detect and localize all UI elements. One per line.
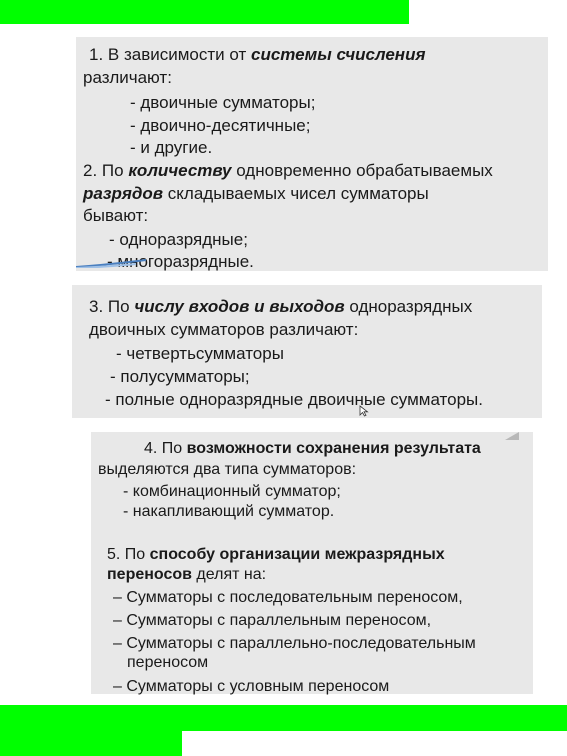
- bottom-green-bar: [0, 705, 567, 731]
- item-1-emphasis: системы счисления: [250, 45, 426, 64]
- bullet-full-adder: - полные одноразрядные двоичные сумматоры.: [105, 390, 483, 409]
- bullet-parallel-sequential-carry-cont: переносом: [127, 654, 209, 671]
- bottom-green-bar-small: [0, 731, 182, 756]
- item-5-line-1: [107, 545, 445, 564]
- item-4-emphasis: возможности сохранения результата: [186, 440, 481, 457]
- item-4-prefix: 4. По: [144, 440, 187, 457]
- item-3-line-2: двоичных сумматоров различают:: [89, 320, 359, 339]
- item-3-line-1: [89, 297, 472, 317]
- bullet-quarter-adder: - четвертьсумматоры: [116, 344, 284, 363]
- bullet-multi-bit: - многоразрядные.: [107, 252, 254, 271]
- item-5-rest: делят на:: [191, 566, 267, 583]
- item-2-line-1: [83, 161, 493, 181]
- item-2-line-3: бывают:: [83, 206, 149, 225]
- item-1-heading: [89, 45, 425, 65]
- bullet-accumulating: - накапливающий сумматор.: [123, 503, 335, 520]
- top-green-bar: [0, 0, 409, 24]
- bullet-parallel-sequential-carry: – Сумматоры с параллельно-последовательным: [113, 635, 476, 652]
- item-2-rest-2: складываемых чисел сумматоры: [163, 184, 429, 203]
- bullet-single-bit: - одноразрядные;: [109, 230, 248, 249]
- slide-panel-3: [91, 432, 533, 694]
- item-3-rest-1: одноразрядных: [344, 297, 473, 316]
- item-1-prefix: 1. В зависимости от: [89, 45, 251, 64]
- bullet-other: - и другие.: [130, 138, 213, 157]
- decorative-swoosh-icon: [76, 258, 146, 268]
- item-3-emphasis: числу входов и выходов: [134, 297, 345, 316]
- item-5-prefix: 5. По: [107, 546, 150, 563]
- item-5-emphasis-1: способу организации межразрядных: [149, 546, 445, 563]
- item-4-rest: выделяются два типа сумматоров:: [98, 461, 357, 478]
- bullet-combinational: - комбинационный сумматор;: [123, 483, 341, 500]
- slide-panel-1: [76, 37, 548, 271]
- bullet-conditional-carry: – Сумматоры с условным переносом: [113, 678, 390, 695]
- item-4-heading: [144, 439, 481, 458]
- decorative-corner-icon: [505, 432, 519, 440]
- bullet-bcd: - двоично-десятичные;: [130, 116, 311, 135]
- item-2-rest-1: одновременно обрабатываемых: [231, 161, 493, 180]
- bullet-parallel-carry: – Сумматоры с параллельным переносом,: [113, 612, 432, 629]
- mouse-cursor-icon: [359, 405, 369, 417]
- item-5-emphasis-2: переносов: [107, 566, 192, 583]
- bullet-sequential-carry: – Сумматоры с последовательным переносом,: [113, 589, 463, 606]
- bullet-half-adder: - полусумматоры;: [110, 367, 250, 386]
- item-2-prefix: 2. По: [83, 161, 129, 180]
- item-2-emphasis-2: разрядов: [83, 184, 164, 203]
- item-1-rest: различают:: [83, 68, 172, 87]
- item-2-line-2: [83, 184, 429, 204]
- item-2-emphasis: количеству: [128, 161, 232, 180]
- slide-panel-2: [72, 285, 542, 418]
- item-3-prefix: 3. По: [89, 297, 135, 316]
- bullet-binary: - двоичные сумматоры;: [130, 93, 316, 112]
- item-5-line-2: [107, 565, 266, 584]
